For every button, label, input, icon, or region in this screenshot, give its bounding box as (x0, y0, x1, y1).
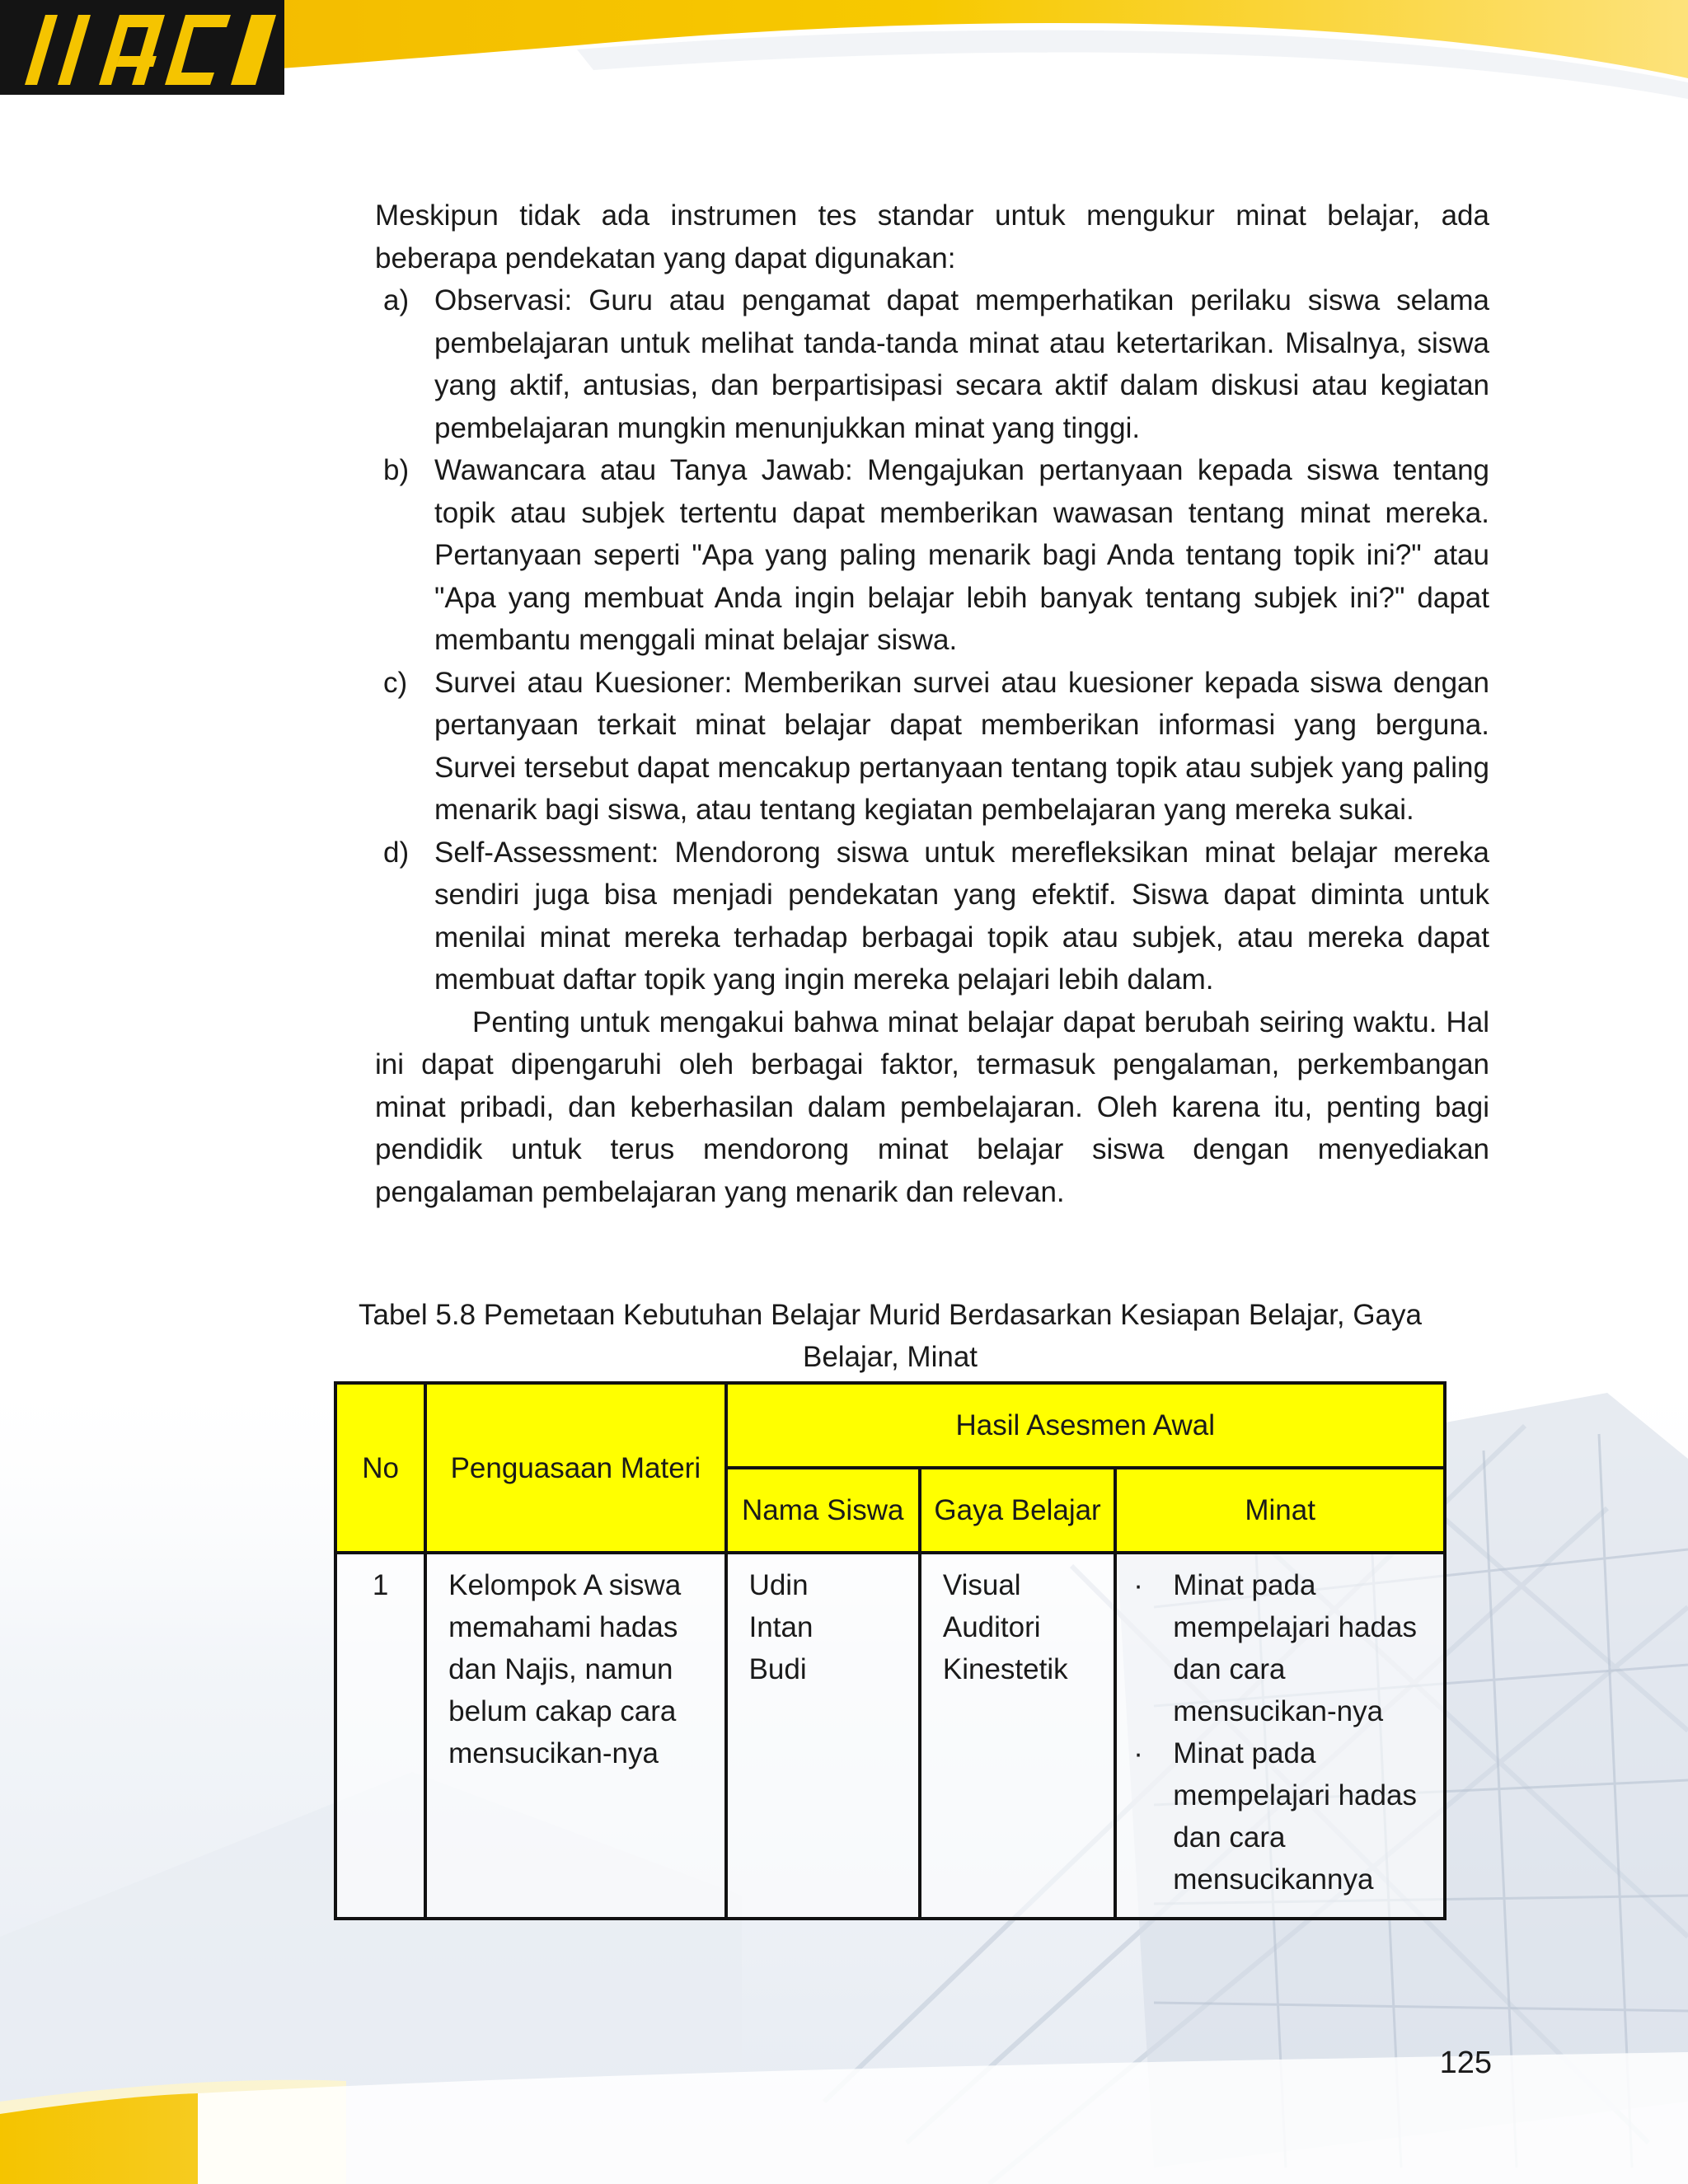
list-item-text: Wawancara atau Tanya Jawab: Mengajukan pertanyaan kepada siswa tentang topik atau subjek tertentu dapat memberikan wawasan tentang minat mereka. Pertanyaan seperti "Apa yang paling menarik bagi Anda tentang topik ini?" atau "Apa yang membuat Anda ingin belajar lebih banyak tentang subjek ini?" dapat membantu menggali minat belajar siswa. (434, 454, 1489, 656)
cell-nama-siswa (726, 1553, 920, 1919)
cell-line: mensucikan-nya (448, 1737, 659, 1769)
bullet-icon: · (1133, 1569, 1143, 1601)
logo-mark-icon (8, 7, 280, 89)
table-row (335, 1553, 1445, 1919)
list-marker: c) (383, 666, 408, 699)
logo (8, 7, 280, 89)
list-marker: b) (383, 454, 410, 486)
list-item-text: Self-Assessment: Mendorong siswa untuk merefleksikan minat belajar mereka sendiri juga bisa menjadi pendekatan yang efektif. Siswa dapat diminta untuk menilai minat mereka terhadap berbagai topik atau subjek, atau mereka dapat membuat daftar topik yang ingin mereka pelajari lebih dalam. (434, 836, 1489, 996)
list-item (375, 662, 1489, 832)
cell-line: memahami hadas (448, 1611, 678, 1643)
cell-line: Visual (942, 1569, 1021, 1601)
list-item-text: Survei atau Kuesioner: Memberikan survei atau kuesioner kepada siswa dengan pertanyaan terkait minat belajar dapat memberikan informasi yang berguna. Survei tersebut dapat mencakup pertanyaan tentang topik atau subjek yang paling menarik bagi siswa, atau tentang kegiatan pembelajaran yang mereka sukai. (434, 666, 1489, 826)
cell-line: dan cara (1173, 1821, 1286, 1854)
header-gaya-belajar: Gaya Belajar (920, 1468, 1115, 1553)
header-minat: Minat (1115, 1468, 1445, 1553)
intro-paragraph: Meskipun tidak ada instrumen tes standar untuk mengukur minat belajar, ada beberapa pendekatan yang dapat digunakan: (375, 199, 1489, 274)
table-caption (330, 1294, 1451, 1378)
cell-no: 1 (335, 1553, 425, 1919)
bullet-icon: · (1133, 1737, 1143, 1769)
header-penguasaan-materi: Penguasaan Materi (425, 1383, 725, 1553)
cell-line: Kelompok A siswa (448, 1569, 682, 1601)
list-marker: d) (383, 836, 410, 869)
cell-line: dan Najis, namun (448, 1653, 673, 1685)
list-item (375, 279, 1489, 449)
header-hasil-asesmen-awal: Hasil Asesmen Awal (726, 1383, 1445, 1468)
minat-item (1133, 1564, 1432, 1732)
cell-line: Kinestetik (942, 1653, 1068, 1685)
cell-line: mensucikan-nya (1173, 1695, 1384, 1727)
cell-line: Minat pada (1173, 1569, 1316, 1601)
minat-item (1133, 1732, 1432, 1900)
cell-line: mempelajari hadas (1173, 1611, 1417, 1643)
cell-gaya-belajar (920, 1553, 1115, 1919)
cell-line: Minat pada (1173, 1737, 1316, 1769)
list-item-text: Observasi: Guru atau pengamat dapat memperhatikan perilaku siswa selama pembelajaran untuk melihat tanda-tanda minat atau ketertarikan. Misalnya, siswa yang aktif, antusias, dan berpartisipasi secara aktif dalam diskusi atau kegiatan pembelajaran mungkin menunjukkan minat yang tinggi. (434, 284, 1489, 444)
table-caption-line: Tabel 5.8 Pemetaan Kebutuhan Belajar Murid Berdasarkan Kesiapan Belajar, Gaya (359, 1299, 1422, 1331)
learning-needs-table (334, 1381, 1447, 1920)
cell-minat (1115, 1553, 1445, 1919)
header-nama-siswa: Nama Siswa (726, 1468, 920, 1553)
list-item (375, 449, 1489, 662)
header-no: No (335, 1383, 425, 1553)
list-marker: a) (383, 284, 410, 316)
table-caption-line: Belajar, Minat (802, 1341, 978, 1373)
page-number: 125 (1439, 2046, 1492, 2080)
cell-line: Budi (748, 1653, 807, 1685)
closing-paragraph: Penting untuk mengakui bahwa minat belajar dapat berubah seiring waktu. Hal ini dapat dipengaruhi oleh berbagai faktor, termasuk pengalaman, perkembangan minat pribadi, dan keberhasilan dalam pembelajaran. Oleh karena itu, penting bagi pendidik untuk terus mendorong minat belajar siswa dengan menyediakan pengalaman pembelajaran yang menarik dan relevan. (375, 1005, 1489, 1208)
cell-line: Intan (748, 1611, 814, 1643)
cell-line: dan cara (1173, 1653, 1286, 1685)
cell-line: mempelajari hadas (1173, 1779, 1417, 1811)
list-item (375, 832, 1489, 1001)
body-text (375, 194, 1489, 1213)
approach-list (375, 279, 1489, 1001)
cell-line: Auditori (942, 1611, 1041, 1643)
cell-penguasaan-materi (425, 1553, 725, 1919)
cell-line: mensucikannya (1173, 1863, 1374, 1896)
cell-line: Udin (748, 1569, 809, 1601)
cell-line: belum cakap cara (448, 1695, 677, 1727)
